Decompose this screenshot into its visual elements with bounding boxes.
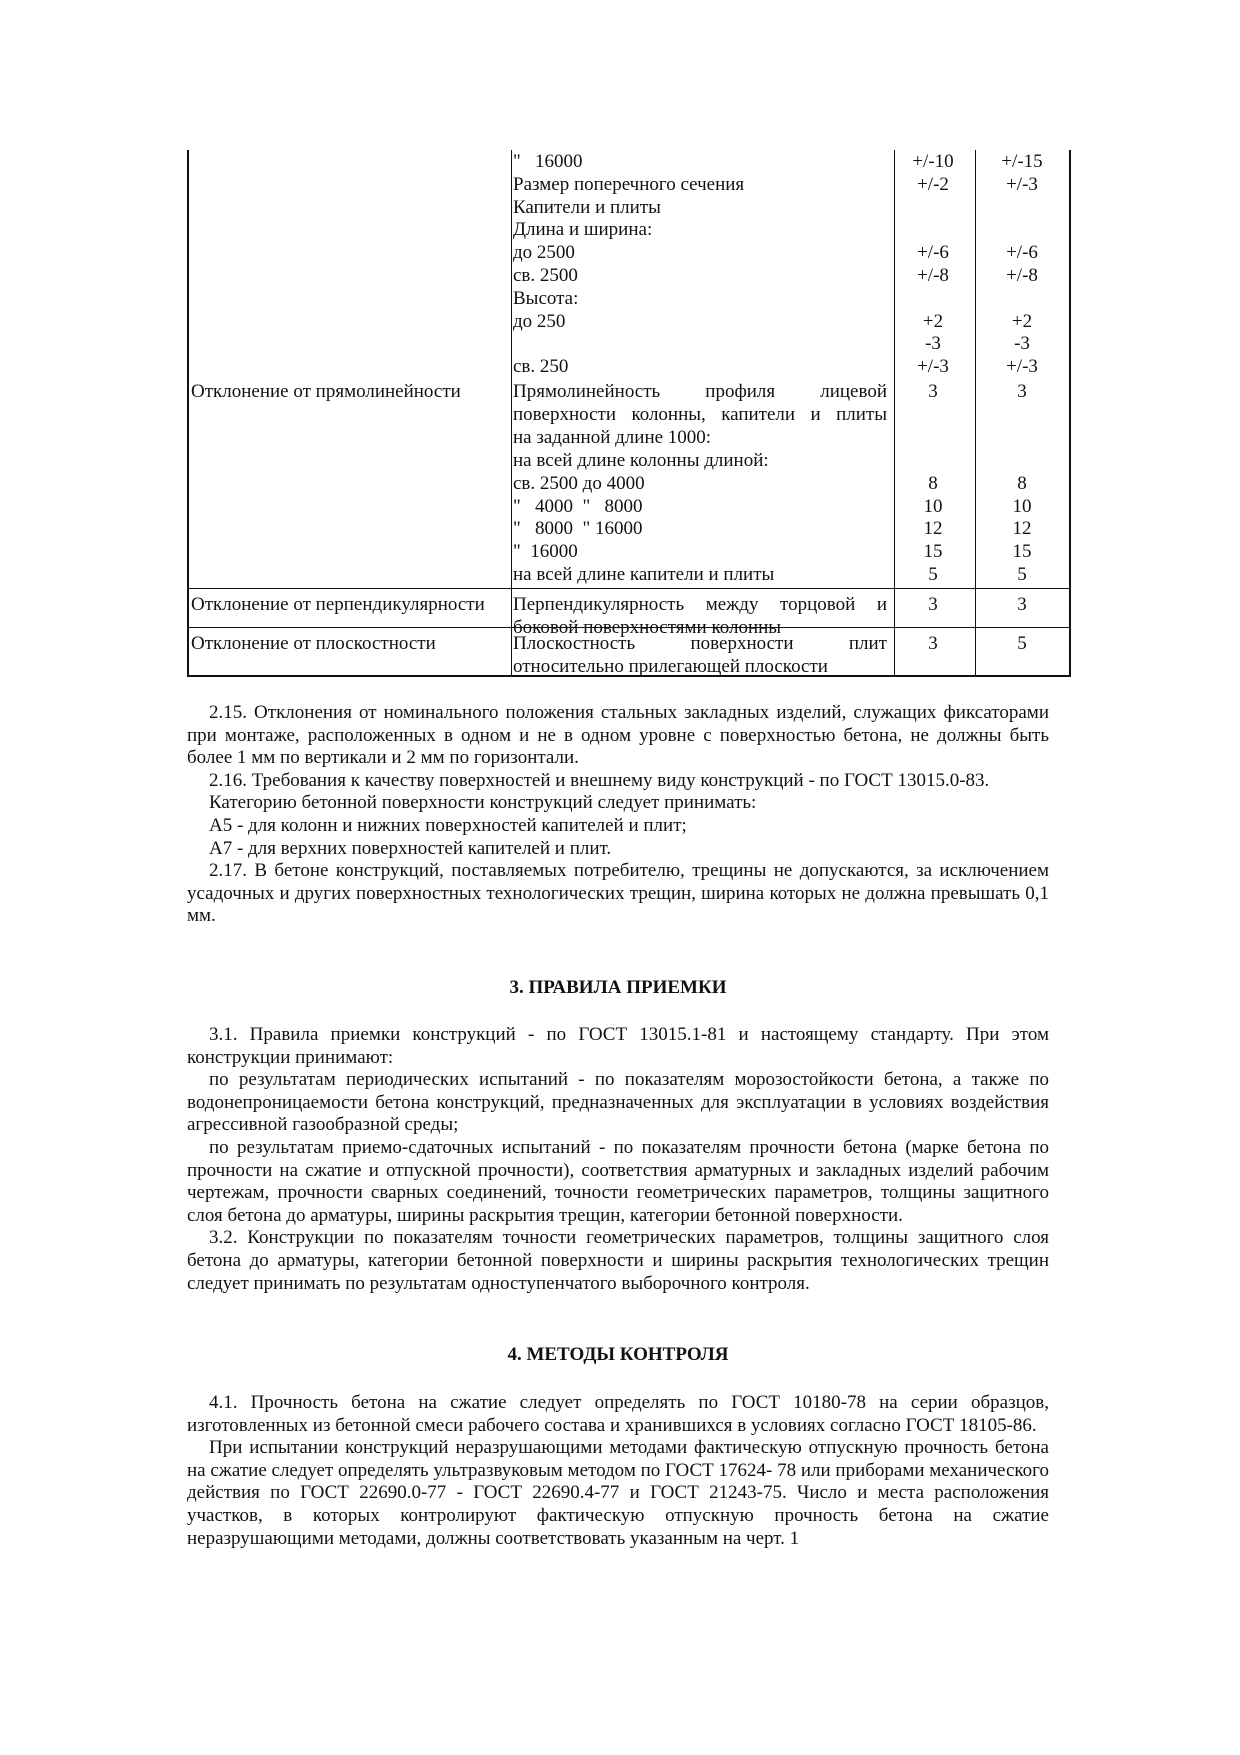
table-cell-text: " 8000 " 16000 [513,518,643,539]
table-cell-text: на всей длине капители и плиты [513,564,775,585]
table-cell-text: Размер поперечного сечения [513,174,745,195]
table-cell-text: Прямолинейность профиля лицевой поверхности колонны, капители и плиты [513,381,887,425]
table-cell-value: 3 [928,381,938,402]
table-cell-value: 3 [1017,594,1027,615]
section-heading: 4. МЕТОДЫ КОНТРОЛЯ [507,1344,729,1365]
table-cell-value: -3 [1014,333,1030,354]
table-cell-value: 3 [1017,381,1027,402]
paragraph: по результатам приемо-сдаточных испытаний - по показателям прочности бетона (марке бетона по прочности на сжатие и отпускной прочности), соответствия арматурных и закладных изделий рабочим чертежам, прочности сварных соединений, точности геометрических параметров, толщины защитного слоя бетона до арматуры, ширины раскрытия трещин, категории бетонной поверхности. [187,1136,1049,1226]
table-cell-value: -3 [925,333,941,354]
table-cell-value: 10 [923,496,943,517]
paragraph: 2.16. Требования к качеству поверхностей и внешнему виду конструкций - по ГОСТ 13015.0-83. [209,769,990,791]
table-cell-value: +/-6 [1006,242,1038,263]
table-cell-text: " 16000 [513,541,578,562]
table-cell-text: " 16000 [513,151,583,172]
table-cell-value: +/-8 [1006,265,1038,286]
table-cell-text: св. 2500 [513,265,578,286]
table-cell-value: +/-6 [917,242,949,263]
table-cell-text: св. 2500 до 4000 [513,473,645,494]
paragraph: 4.1. Прочность бетона на сжатие следует определять по ГОСТ 10180-78 на серии образцов, изготовленных из бетонной смеси рабочего состава и хранившихся в условиях согласно ГОСТ 18105-86. [187,1392,1049,1436]
table-cell-text: Длина и ширина: [513,219,653,240]
table-cell-text: боковой поверхностями колонны [513,617,782,638]
paragraph: 3.2. Конструкции по показателям точности геометрических параметров, толщины защитного слоя бетона до арматуры, категории бетонной поверхности и ширины раскрытия технологических трещин следует принимать по результатам одноступенчатого выборочного контроля. [187,1227,1049,1294]
table-cell-text: относительно прилегающей плоскости [513,656,828,677]
section-heading: 3. ПРАВИЛА ПРИЕМКИ [509,977,727,998]
table-cell-value: 8 [928,473,938,494]
table-cell-text: на всей длине колонны длиной: [513,450,769,471]
table-cell-value: +/-3 [1006,174,1038,195]
table-cell-value: 5 [928,564,938,585]
table-cell-text: Плоскостность поверхности плит [513,633,887,654]
paragraph: 2.15. Отклонения от номинального положения стальных закладных изделий, служащих фиксаторами при монтаже, расположенных в одном и не в одном уровне с поверхностью бетона, не должны быть более 1 мм по вертикали и 2 мм по горизонтали. [187,702,1049,769]
table-cell-text: Капители и плиты [513,197,661,218]
table-cell-value: +2 [922,311,944,332]
table-cell-value: 3 [928,633,938,654]
table-cell-value: +2 [1011,311,1033,332]
table-cell-value: 12 [1012,518,1032,539]
table-cell-text: до 2500 [513,242,575,263]
paragraph: 2.17. В бетоне конструкций, поставляемых потребителю, трещины не допускаются, за исключением усадочных и других поверхностных технологических трещин, ширина которых не должна превышать 0,1 мм. [187,860,1049,927]
section-4-text [187,1392,1049,1550]
table-cell-value: 10 [1012,496,1032,517]
table-cell-value: 3 [928,594,938,615]
paragraph: При испытании конструкций неразрушающими методами фактическую отпускную прочность бетона на сжатие следует определять ультразвуковым методом по ГОСТ 17624- 78 или приборами механического действия по ГОСТ 22690.0-77 - ГОСТ 22690.4-77 и ГОСТ 21243-75. Число и места расположения участков, в которых контролируют фактическую отпускную прочность бетона на сжатие неразрушающими методами, должны соответствовать указанным на черт. 1 [187,1437,1049,1549]
paragraph: Категорию бетонной поверхности конструкций следует принимать: [209,792,757,814]
table-cell-value: 5 [1017,633,1027,654]
table-cell-value: +/-8 [917,265,949,286]
paragraph: А5 - для колонн и нижних поверхностей капителей и плит; [209,814,687,836]
table-cell-value: +/-3 [917,356,949,377]
table-column-divider [511,150,512,675]
table-row-divider [189,588,1069,589]
table-cell-text: на заданной длине 1000: [513,427,712,448]
paragraph: А7 - для верхних поверхностей капителей и плит. [209,837,612,859]
table-cell-text: Высота: [513,288,579,309]
table-cell-text: св. 250 [513,356,569,377]
table-row-label: Отклонение от перпендикулярности [191,594,485,615]
table-cell-value: 15 [923,541,943,562]
table-cell-text: " 4000 " 8000 [513,496,643,517]
table-row-label: Отклонение от плоскостности [191,633,436,654]
table-cell-value: +/-10 [912,151,954,172]
table-cell-value: 8 [1017,473,1027,494]
table-cell-value: +/-15 [1001,151,1043,172]
paragraph: по результатам периодических испытаний - по показателям морозостойкости бетона, а также по водонепроницаемости бетона конструкций, предназначенных для эксплуатации в условиях воздействия агрессивной газообразной среды; [187,1069,1049,1136]
paragraph: 3.1. Правила приемки конструкций - по ГОСТ 13015.1-81 и настоящему стандарту. При этом конструкции принимают: [187,1024,1049,1068]
table-row-label: Отклонение от прямолинейности [191,381,461,402]
table-cell-value: 12 [923,518,943,539]
table-cell-value: 5 [1017,564,1027,585]
table-cell-text: до 250 [513,311,566,332]
table-cell-text: Перпендикулярность между торцовой и [513,594,887,615]
section-3-text [187,1024,1049,1295]
section-2-text [187,702,1049,928]
table-cell-value: +/-2 [917,174,949,195]
table-cell-value: 15 [1012,541,1032,562]
table-cell-value: +/-3 [1006,356,1038,377]
